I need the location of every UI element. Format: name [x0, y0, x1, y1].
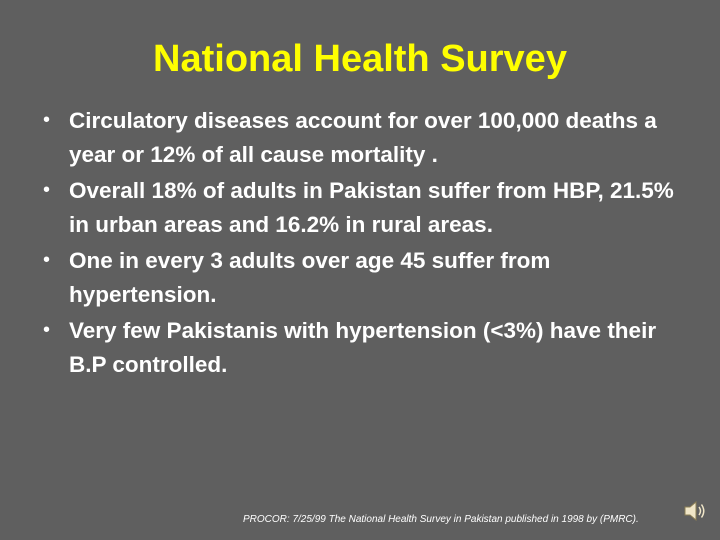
bullet-text: Circulatory diseases account for over 100,000 deaths a year or 12% of all cause mortality . [69, 108, 657, 167]
bullet-text: Very few Pakistanis with hypertension (<3%) have their B.P controlled. [69, 318, 657, 377]
bullet-item [30, 244, 690, 311]
bullet-item [30, 314, 690, 381]
bullet-marker: • [43, 109, 51, 131]
bullet-text: One in every 3 adults over age 45 suffer from hypertension. [69, 248, 551, 307]
bullet-list [30, 104, 690, 384]
bullet-item [30, 174, 690, 241]
bullet-marker: • [43, 179, 51, 201]
slide-footer: PROCOR: 7/25/99 The National Health Survey in Pakistan published in 1998 by (PMRC). [243, 514, 639, 525]
speaker-icon[interactable] [682, 498, 708, 524]
bullet-marker: • [43, 319, 51, 341]
bullet-marker: • [43, 249, 51, 271]
bullet-item [30, 104, 690, 171]
bullet-text: Overall 18% of adults in Pakistan suffer from HBP, 21.5% in urban areas and 16.2% in rural areas. [69, 178, 674, 237]
slide-title: National Health Survey [153, 38, 567, 80]
